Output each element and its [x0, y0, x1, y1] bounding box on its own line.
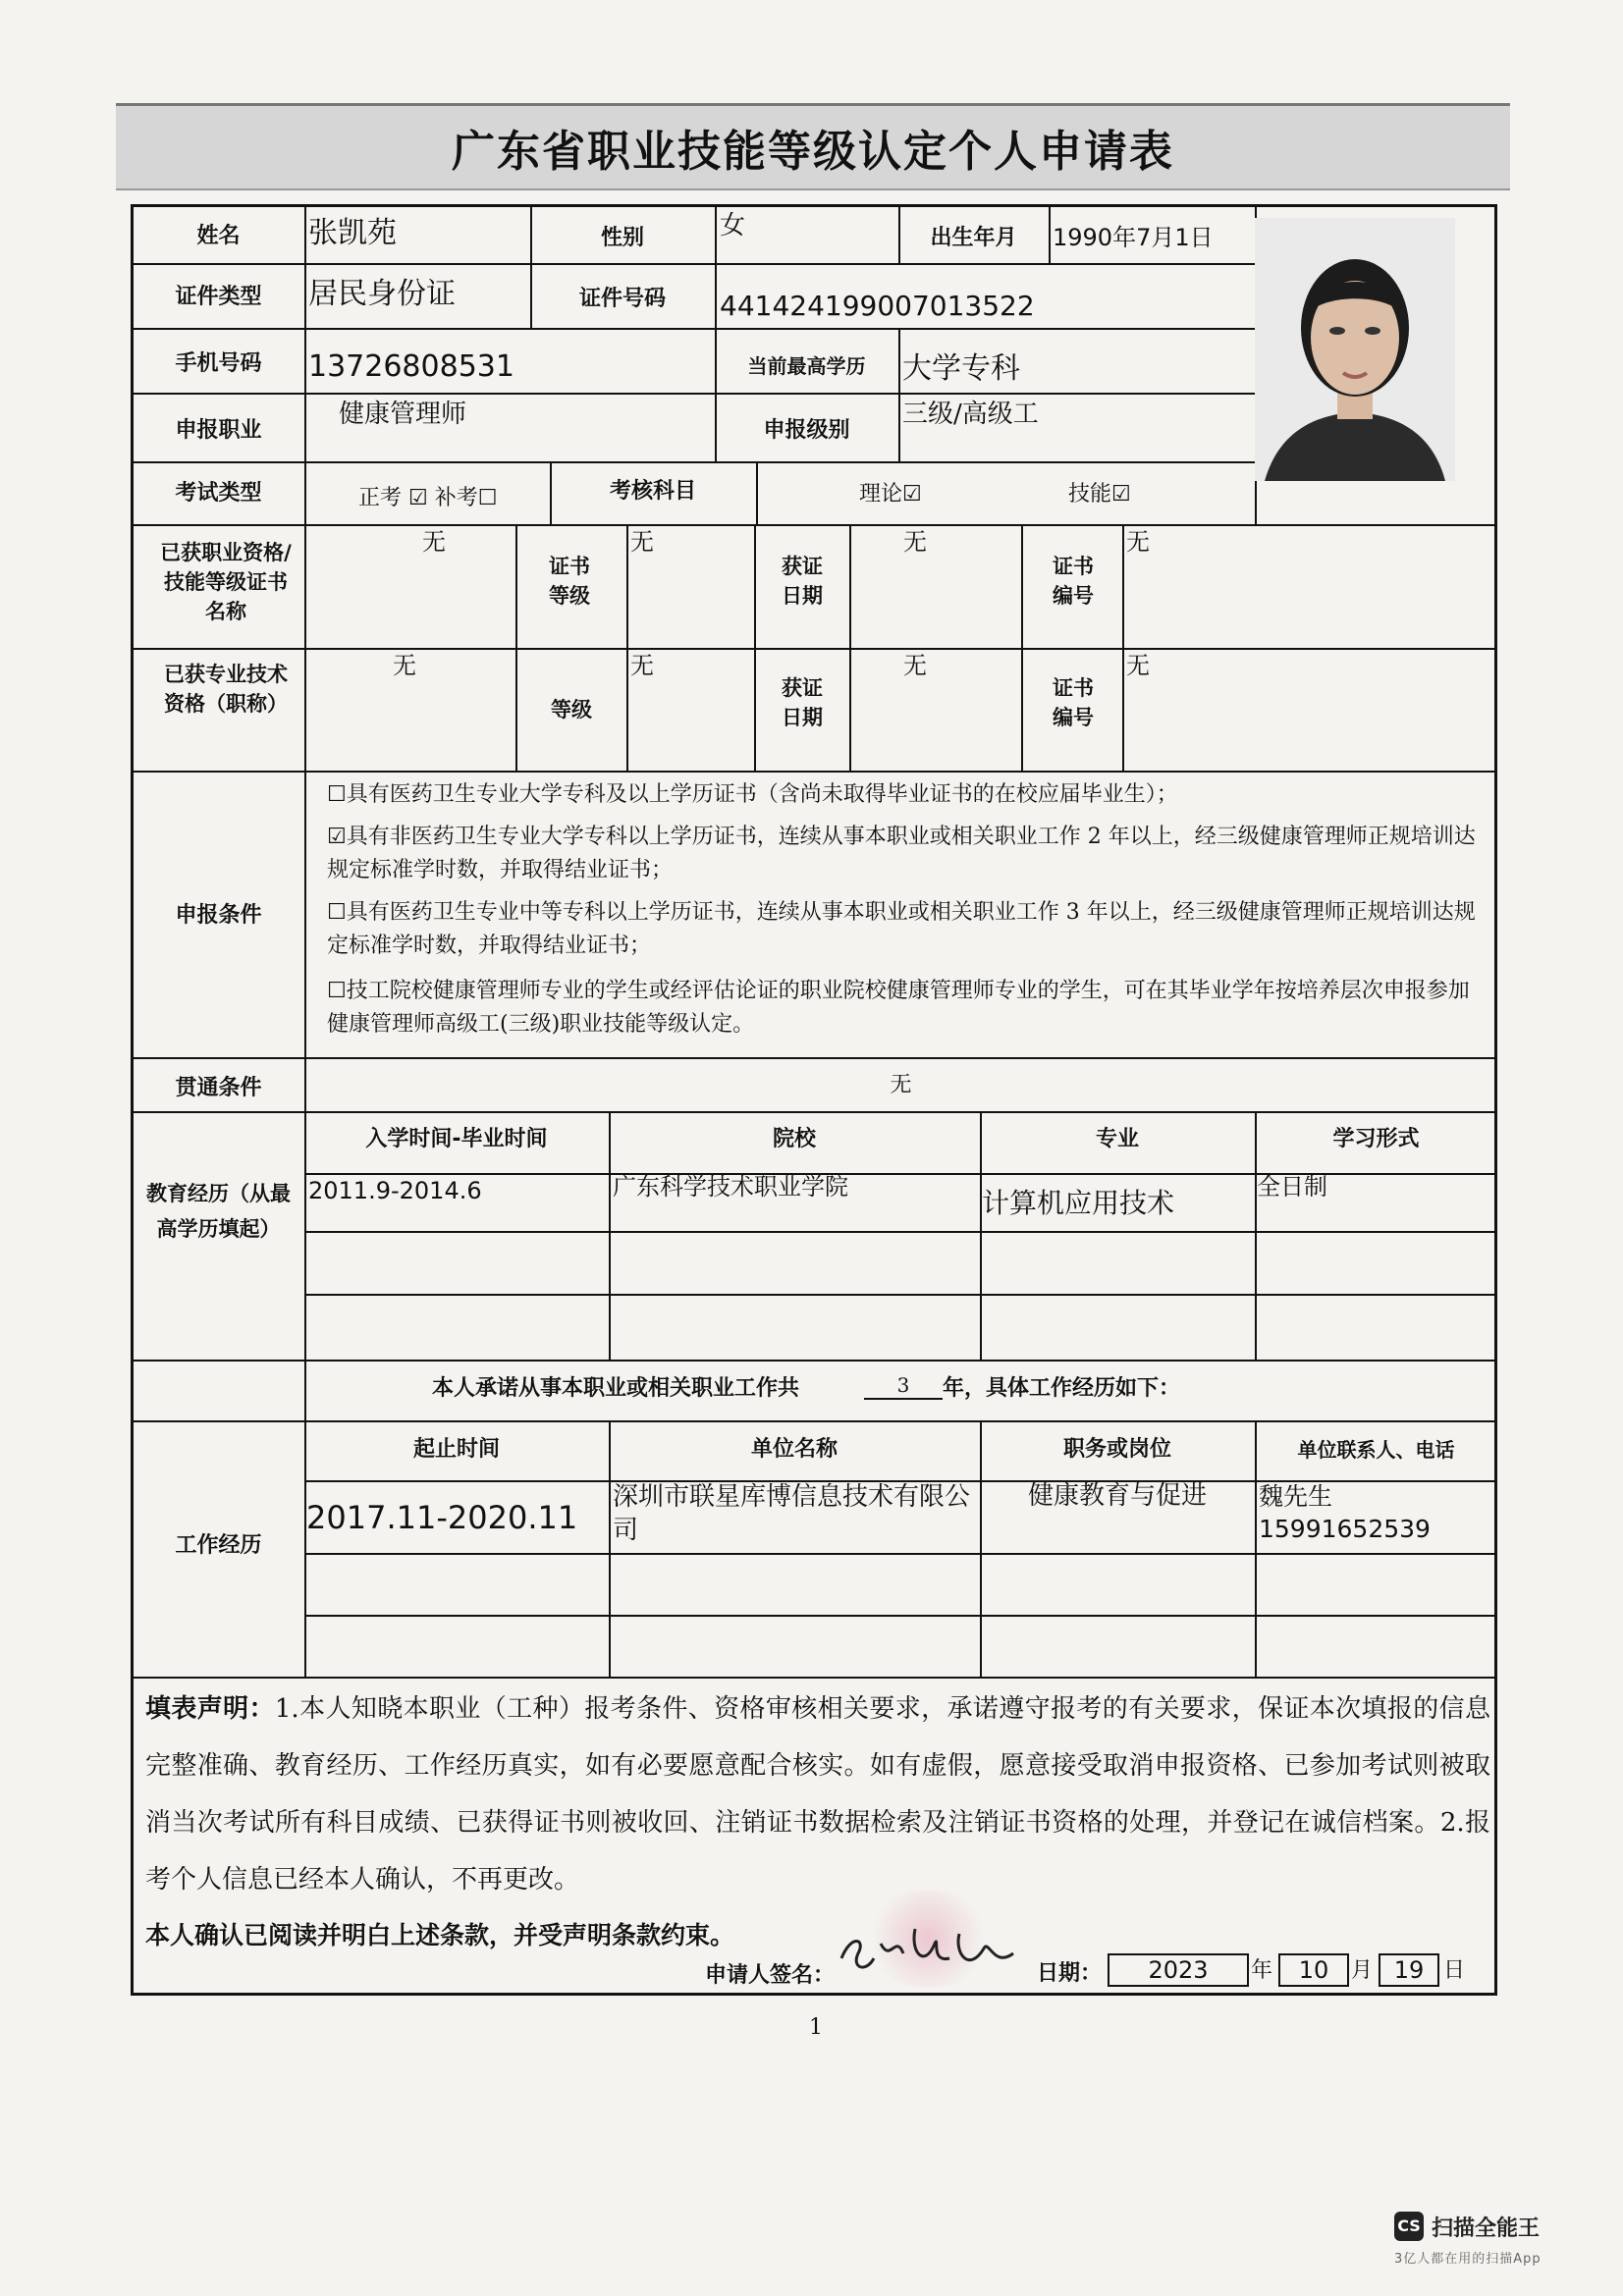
- title-name-value: 无: [393, 652, 416, 679]
- edu-mode-value: 全日制: [1257, 1173, 1327, 1201]
- cert-date-value: 无: [903, 528, 927, 556]
- phone-value: 13726808531: [308, 349, 514, 384]
- rule: [133, 461, 1255, 463]
- edu-school-value: 广东科学技术职业学院: [613, 1173, 848, 1201]
- rule: [304, 206, 306, 524]
- level-value: 三级/高级工: [902, 400, 1039, 429]
- edu-period-value: 2011.9-2014.6: [308, 1177, 482, 1204]
- condition-item-4: ☐技工院校健康管理师专业的学生或经评估论证的职业院校健康管理师专业的学生，可在其毕业学年按培养层次申报参加健康管理师高级工(三级)职业技能等级认定。: [327, 979, 1470, 1037]
- rule: [304, 1294, 1497, 1296]
- cert-name-label: 已获职业资格/技能等级证书名称: [160, 541, 292, 623]
- work-header-company: 单位名称: [750, 1437, 838, 1462]
- cert-level-label: 证书等级: [549, 555, 590, 608]
- through-value: 无: [890, 1073, 912, 1097]
- rule: [626, 524, 628, 771]
- work-promise-suffix: 年，具体工作经历如下：: [943, 1376, 1181, 1401]
- declaration-text: [145, 1681, 1490, 1908]
- rule: [715, 206, 717, 263]
- title-no-label: 证书编号: [1053, 676, 1094, 729]
- gender-label: 性别: [600, 226, 644, 250]
- gender-value: 女: [720, 211, 746, 240]
- work-company-value: 深圳市联星库博信息技术有限公司: [613, 1482, 971, 1545]
- rule: [133, 393, 1255, 395]
- exam-type-label: 考试类型: [175, 481, 262, 506]
- camscanner-tagline: 3亿人都在用的扫描App: [1394, 2252, 1542, 2267]
- rule: [515, 524, 517, 771]
- birth-value: 1990年7月1日: [1053, 224, 1214, 251]
- cert-date-label: 获证日期: [782, 555, 823, 608]
- id-type-value: 居民身份证: [308, 277, 456, 311]
- rule: [133, 524, 1497, 526]
- rule: [754, 524, 756, 771]
- job-label: 申报职业: [175, 418, 262, 443]
- camscanner-logo-icon: CS: [1394, 2212, 1424, 2241]
- date-day-char: 日: [1443, 1958, 1466, 1983]
- edu-header-mode: 学习形式: [1332, 1127, 1420, 1151]
- title-name-label: 已获专业技术资格（职称）: [164, 663, 288, 716]
- rule: [756, 461, 758, 524]
- work-header-contact: 单位联系人、电话: [1297, 1438, 1455, 1462]
- education-label: 教育经历（从最高学历填起）: [146, 1182, 291, 1241]
- rule: [1049, 206, 1051, 263]
- rule: [133, 1111, 1497, 1113]
- rule: [133, 1677, 1497, 1679]
- rule: [133, 771, 1497, 773]
- edu-value: 大学专科: [902, 351, 1020, 386]
- rule: [898, 328, 900, 461]
- rule: [1122, 524, 1124, 771]
- edu-header-school: 院校: [772, 1127, 816, 1151]
- date-year-char: 年: [1251, 1958, 1273, 1983]
- page-title: 广东省职业技能等级认定个人申请表: [452, 127, 1174, 177]
- phone-label: 手机号码: [175, 351, 262, 376]
- title-level-value: 无: [630, 652, 654, 679]
- date-month-char: 月: [1351, 1958, 1374, 1983]
- sign-label: 申请人签名：: [705, 1963, 836, 1988]
- rule: [133, 328, 1255, 330]
- work-label: 工作经历: [175, 1533, 262, 1558]
- declaration-head: 填表声明：: [145, 1694, 275, 1724]
- work-years-value: 3: [864, 1372, 943, 1400]
- rule: [133, 263, 1255, 265]
- level-label: 申报级别: [763, 418, 850, 443]
- date-label: 日期：: [1037, 1961, 1103, 1986]
- rule: [304, 1553, 1497, 1555]
- work-period-value: 2017.11-2020.11: [306, 1499, 578, 1536]
- exam-type-value: 正考 ☑ 补考☐: [358, 486, 498, 510]
- rule: [304, 1231, 1497, 1233]
- edu-major-value: 计算机应用技术: [982, 1187, 1175, 1219]
- id-no-value: 441424199007013522: [720, 290, 1035, 322]
- declaration-confirm: 本人确认已阅读并明白上述条款，并受声明条款约束。: [145, 1921, 735, 1949]
- rule: [133, 1360, 1497, 1362]
- date-month-box: 10: [1278, 1953, 1349, 1987]
- date-day-box: 19: [1379, 1953, 1439, 1987]
- work-position-value: 健康教育与促进: [1027, 1481, 1207, 1511]
- exam-theory: 理论☑: [859, 482, 922, 507]
- work-header-position: 职务或岗位: [1062, 1437, 1171, 1462]
- through-label: 贯通条件: [175, 1076, 262, 1100]
- name-value: 张凯苑: [308, 216, 397, 250]
- edu-header-major: 专业: [1095, 1127, 1139, 1151]
- birth-label: 出生年月: [930, 226, 1017, 250]
- condition-item-3: ☐具有医药卫生专业中等专科以上学历证书，连续从事本职业或相关职业工作 3 年以上，经三级健康管理师正规培训达规定标准学时数，并取得结业证书；: [327, 900, 1476, 958]
- rule: [304, 1615, 1497, 1617]
- cert-no-label: 证书编号: [1053, 555, 1094, 608]
- page-number: 1: [809, 2015, 823, 2040]
- cert-name-value: 无: [422, 528, 446, 556]
- work-promise-prefix: 本人承诺从事本职业或相关职业工作共: [432, 1376, 800, 1401]
- declaration-body: 1.本人知晓本职业（工种）报考条件、资格审核相关要求，承诺遵守报考的有关要求，保证本次填报的信息完整准确、教育经历、工作经历真实，如有必要愿意配合核实。如有虚假，愿意接受取消申报资格、已参加考试则被取消当次考试所有科目成绩、已获得证书则被收回、注销证书数据检索及注销证书资格的处理，并登记在诚信档案。2.报考个人信息已经本人确认，不再更改。: [145, 1694, 1490, 1895]
- work-header-period: 起止时间: [412, 1437, 500, 1462]
- rule: [133, 1057, 1497, 1059]
- rule: [849, 524, 851, 771]
- name-label: 姓名: [196, 224, 241, 248]
- applicant-photo: [1255, 218, 1455, 481]
- id-no-label: 证件号码: [578, 287, 666, 311]
- cert-level-value: 无: [630, 528, 654, 556]
- title-date-label: 获证日期: [782, 676, 823, 729]
- camscanner-name: 扫描全能王: [1432, 2216, 1541, 2241]
- condition-item-2: ☑具有非医药卫生专业大学专科以上学历证书，连续从事本职业或相关职业工作 2 年以上，经三级健康管理师正规培训达规定标准学时数，并取得结业证书；: [327, 825, 1476, 882]
- conditions-label: 申报条件: [175, 903, 262, 928]
- title-level-label: 等级: [551, 698, 592, 721]
- job-value: 健康管理师: [339, 400, 467, 429]
- rule: [1021, 524, 1023, 771]
- rule: [133, 1420, 1497, 1422]
- applicant-signature: [837, 1914, 1023, 1983]
- cert-no-value: 无: [1126, 528, 1150, 556]
- exam-skill: 技能☑: [1068, 482, 1131, 507]
- work-contact-value: 魏先生 15991652539: [1259, 1482, 1431, 1543]
- edu-label: 当前最高学历: [747, 354, 866, 378]
- edu-header-period: 入学时间-毕业时间: [365, 1127, 548, 1151]
- title-no-value: 无: [1126, 652, 1150, 679]
- rule: [715, 263, 717, 328]
- condition-item-1: ☐具有医药卫生专业大学专科及以上学历证书（含尚未取得毕业证书的在校应届毕业生）；: [327, 782, 1178, 807]
- date-year-box: 2023: [1108, 1953, 1249, 1987]
- exam-subjects-label: 考核科目: [609, 479, 696, 504]
- id-type-label: 证件类型: [175, 285, 262, 309]
- title-date-value: 无: [903, 652, 927, 679]
- rule: [133, 648, 1497, 650]
